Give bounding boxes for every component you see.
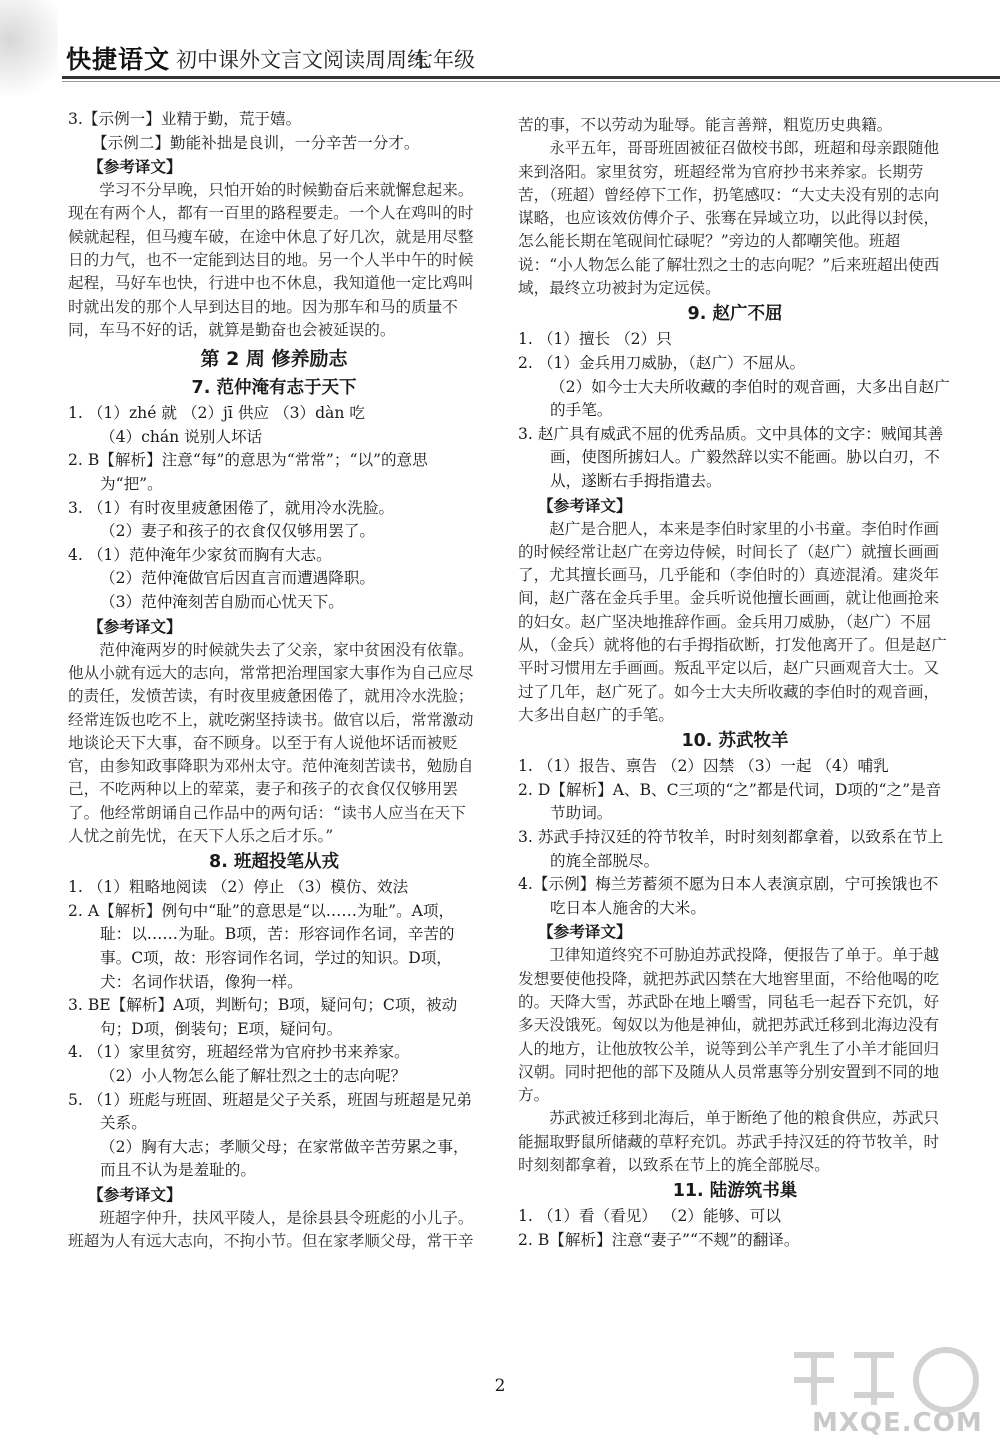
left-column: [68, 108, 480, 1254]
translation-paragraph: 赵广是合肥人，本来是李伯时家里的小书童。李伯时作画的时候经常让赵广在旁边侍候，时间长了（赵广）就擅长画画了，尤其擅长画马，几乎能和（李伯时的）真迹混淆。建炎年间，赵广落在金兵手里。金兵听说他擅长画画，就让他画抢来的妇女。赵广坚决地推辞作画。金兵用刀威胁，（赵广）不屈从，（金兵）就将他的右手拇指砍断，打发他离开了。但是赵广平时习惯用左手画画。叛乱平定以后，赵广只画观音大士。又过了几年，赵广死了。如今士大夫所收藏的李伯时的观音画，大多出自赵广的手笔。: [518, 519, 947, 724]
answer-line: 1. （1）看（看见） （2）能够、可以: [518, 1207, 781, 1226]
answer-line: 3. 赵广具有威武不屈的优秀品质。文中具体的文字：贼闻其善画，使图所掳妇人。广毅然辞以实不能画。胁以白刃，不从，遂断右手拇指遣去。: [518, 424, 944, 490]
book-subtitle: 初中课外文言文阅读周周练: [176, 48, 428, 72]
reference-translation-label: 【参考译文】: [538, 923, 632, 942]
section-title: 9. 赵广不屈: [687, 304, 783, 325]
answer-line: 2. D【解析】A、B、C三项的“之”都是代词，D项的“之”是音节助词。: [518, 780, 942, 823]
header-rule-thin: [62, 81, 1000, 82]
reference-translation-label: 【参考译文】: [88, 1186, 182, 1204]
reference-translation-label: 【参考译文】: [88, 617, 182, 636]
corner-decoration: [0, 0, 58, 120]
section-title: 8. 班超投笔从戎: [209, 852, 339, 873]
brand-title: 快捷语文: [66, 45, 171, 74]
answer-line: 3.【示例一】业精于勤，荒于嬉。: [68, 110, 302, 128]
answer-line: 4.【示例】梅兰芳蓄须不愿为日本人表演京剧，宁可挨饿也不吃日本人施舍的大米。: [518, 875, 939, 917]
answer-line: （2）如今士大夫所收藏的李伯时的观音画，大多出自赵广的手笔。: [550, 377, 950, 420]
week-title: 第 2 周 修养励志: [200, 348, 348, 371]
answer-line: 4. （1）范仲淹年少家贫而胸有大志。: [68, 545, 332, 564]
translation-paragraph: 班超字仲升，扶风平陵人，是徐县县令班彪的小儿子。班超为人有远大志向，不拘小节。但在家孝顺父母，常干辛: [68, 1209, 474, 1251]
answer-line: 2. B【解析】注意“妻子”“不觌”的翻译。: [518, 1230, 800, 1249]
watermark-text: MXQE.COM: [812, 1408, 983, 1438]
answer-line: （2）范仲淹做官后因直言而遭遇降职。: [100, 569, 376, 588]
answer-line: 1. （1）擅长 （2）只: [518, 330, 672, 349]
translation-paragraph: 苏武被迁移到北海后，单于断绝了他的粮食供应，苏武只能掘取野鼠所储藏的草籽充饥。苏武手持汉廷的符节牧羊，时时刻刻都拿着，以致系在节上的旄全部脱尽。: [518, 1109, 940, 1175]
answer-line: （3）范仲淹刻苦自励而心忧天下。: [100, 593, 344, 612]
answer-line: 5. （1）班彪与班固、班超是父子关系，班固与班超是兄弟关系。: [68, 1090, 473, 1133]
page-header: [0, 0, 1000, 92]
page-number: 2: [494, 1376, 506, 1396]
reference-translation-label: 【参考译文】: [538, 496, 632, 515]
translation-paragraph: 苦的事，不以劳动为耻辱。能言善辩，粗览历史典籍。: [518, 116, 893, 134]
translation-paragraph: 学习不分早晚，只怕开始的时候勤奋后来就懈怠起来。现在有两个人，都有一百里的路程要走。一个人在鸡叫的时候就起程，但马瘦车破，在途中休息了好几次，就是用尽整日的力气，也不一定能到达目的地。另一个人半中午的时候起程，马好车也快，行进中也不休息，我知道他一定比鸡叫时就出发的那个人早到达目的地。因为那车和马的质量不同，车马不好的话，就算是勤奋也会被延误的。: [68, 181, 474, 339]
answer-line: （2）胸有大志；孝顺父母；在家常做辛苦劳累之事，而且不认为是羞耻的。: [100, 1137, 469, 1180]
answer-line: 2. （1）金兵用刀威胁，（赵广）不屈从。: [518, 353, 806, 372]
answer-line: 1. （1）粗略地阅读 （2）停止 （3）模仿、效法: [68, 878, 409, 897]
translation-paragraph: 卫律知道终究不可胁迫苏武投降，便报告了单于。单于越发想要使他投降，就把苏武囚禁在大地窖里面，不给他喝的吃的。天降大雪，苏武卧在地上嚼雪，同毡毛一起吞下充饥，好多天没饿死。匈奴以为他是神仙，就把苏武迁移到北海边没有人的地方，让他放牧公羊，说等到公羊产乳生了小羊才能回归汉朝。同时把他的部下及随从人员常惠等分别安置到不同的地方。: [518, 946, 940, 1105]
answer-line: （2）妻子和孩子的衣食仅仅够用罢了。: [100, 522, 376, 541]
answer-line: （4）chán 说别人坏话: [100, 427, 263, 446]
section-title: 10. 苏武牧羊: [681, 731, 789, 752]
answer-line: 1. （1）报告、禀告 （2）囚禁 （3）一起 （4）哺乳: [518, 757, 889, 776]
answer-line: 1. （1）zhé 就 （2）jī 供应 （3）dàn 吃: [68, 404, 365, 423]
section-title: 7. 范仲淹有志于天下: [191, 378, 357, 399]
answer-line: 3. BE【解析】A项，判断句；B项，疑问句；C项，被动句；D项，倒装句；E项，疑问句。: [68, 996, 458, 1038]
answer-line: 3. （1）有时夜里疲惫困倦了，就用冷水洗脸。: [68, 498, 395, 517]
header-rule: [62, 76, 1000, 79]
answer-line: （2）小人物怎么能了解壮烈之士的志向呢？: [100, 1067, 407, 1086]
translation-paragraph: 永平五年，哥哥班固被征召做校书郎，班超和母亲跟随他来到洛阳。家里贫穷，班超经常为官府抄书来养家。长期劳苦，（班超）曾经停下工作，扔笔感叹：“大丈夫没有别的志向谋略，也应该效仿傅介子、张骞在异域立功，以此得以封侯，怎么能长期在笔砚间忙碌呢？”旁边的人都嘲笑他。班超说：“小人物怎么能了解壮烈之士的志向呢？”后来班超出使西域，最终立功被封为定远侯。: [518, 139, 940, 298]
right-column: [518, 114, 952, 1253]
section-title: 11. 陆游筑书巢: [672, 1181, 798, 1202]
answer-line: 2. B【解析】注意“每”的意思为“常常”；“以”的意思为“把”。: [68, 451, 428, 494]
answer-line: 2. A【解析】例句中“耻”的意思是“以……为耻”。A项，耻：以……为耻。B项，苦：形容词作名词，辛苦的事。C项，故：形容词作名词，学过的知识。D项，犬：名词作状语，像狗一样。: [68, 901, 455, 991]
grade-label: 七年级: [412, 48, 475, 72]
answer-line: 3. 苏武手持汉廷的符节牧羊，时时刻刻都拿着，以致系在节上的旄全部脱尽。: [518, 827, 944, 870]
answer-line: 4. （1）家里贫穷，班超经常为官府抄书来养家。: [68, 1043, 410, 1062]
answer-line: 【示例二】勤能补拙是良训，一分辛苦一分才。: [92, 133, 420, 152]
translation-paragraph: 范仲淹两岁的时候就失去了父亲，家中贫困没有依靠。他从小就有远大的志向，常常把治理国家大事作为自己应尽的责任，发愤苦读，有时夜里疲惫困倦了，就用冷水洗脸；经常连饭也吃不上，就吃粥坚持读书。做官以后，常常激动地谈论天下大事，奋不顾身。以至于有人说他坏话而被贬官，由参知政事降职为邓州太守。范仲淹刻苦读书，勉励自己，不吃两种以上的荤菜，妻子和孩子的衣食仅仅够用罢了。他经常朗诵自己作品中的两句话：“读书人应当在天下人忧之前先忧，在天下人乐之后才乐。”: [68, 640, 474, 845]
reference-translation-label: 【参考译文】: [88, 158, 182, 177]
